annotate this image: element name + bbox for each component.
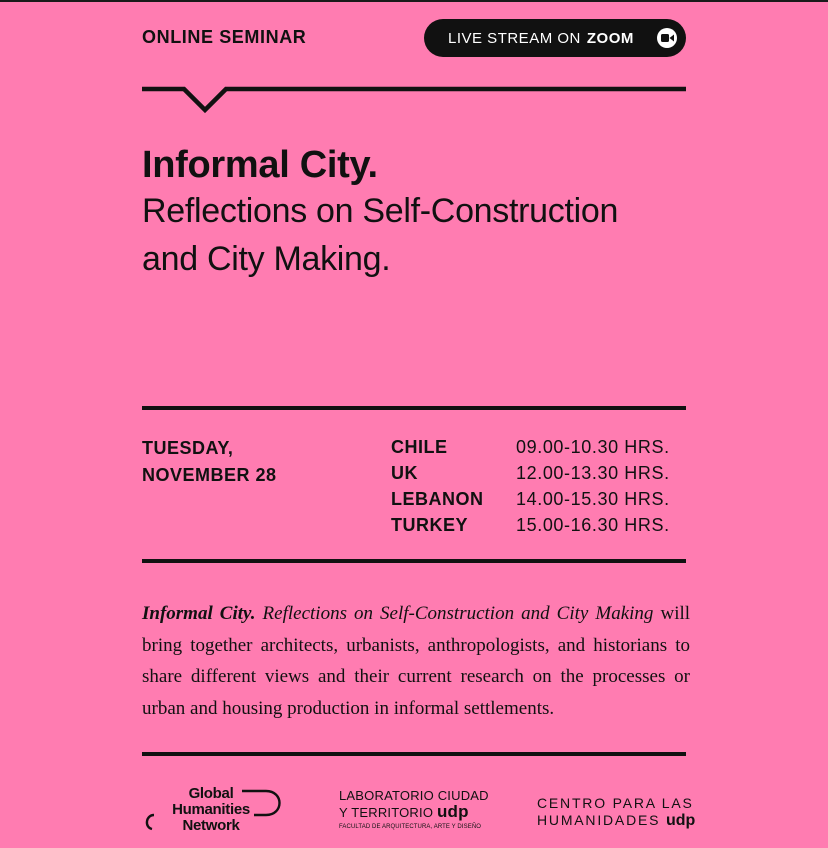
centro-humanidades-logo bbox=[537, 795, 695, 829]
event-date-value: NOVEMBER 28 bbox=[142, 465, 277, 485]
schedule-time: 12.00-13.30 HRS. bbox=[516, 463, 670, 483]
title-main: Informal City. bbox=[142, 144, 378, 186]
lab-udp: udp bbox=[436, 802, 469, 821]
description-body: will bring together architects, urbanists, anthropologists, and historians to share different views and their current research on the processes or urban and housing production in informal settlements. bbox=[142, 603, 691, 719]
description-title-bold: Informal City. bbox=[142, 603, 256, 624]
schedule-country: UK bbox=[391, 463, 418, 483]
top-border bbox=[0, 0, 828, 2]
seminar-title bbox=[142, 143, 742, 283]
schedule-time: 15.00-16.30 HRS. bbox=[516, 515, 670, 535]
divider-with-notch bbox=[142, 86, 686, 116]
lab-line-3: FACULTAD DE ARQUITECTURA, ARTE Y DISEÑO bbox=[339, 824, 482, 830]
event-description bbox=[142, 598, 690, 724]
schedule-country: LEBANON bbox=[391, 489, 484, 509]
event-day: TUESDAY, bbox=[142, 438, 234, 458]
ghn-line-2: Humanities bbox=[172, 801, 250, 818]
cph-line-2: HUMANIDADES bbox=[537, 812, 661, 828]
schedule-row bbox=[391, 512, 670, 538]
ghn-line-3: Network bbox=[182, 817, 240, 834]
divider bbox=[142, 752, 686, 756]
global-humanities-network-logo bbox=[142, 785, 287, 837]
video-camera-icon bbox=[657, 28, 677, 48]
description-title-rest: Reflections on Self-Construction and City Making bbox=[262, 603, 654, 624]
schedule-table bbox=[391, 434, 670, 538]
live-stream-badge[interactable] bbox=[424, 19, 686, 57]
schedule-country: CHILE bbox=[391, 437, 448, 457]
title-subtitle-line-2: and City Making. bbox=[142, 240, 391, 278]
schedule-time: 14.00-15.30 HRS. bbox=[516, 489, 670, 509]
lab-line-1: LABORATORIO CIUDAD bbox=[339, 788, 489, 803]
schedule-row bbox=[391, 486, 670, 512]
schedule-row bbox=[391, 434, 670, 460]
stream-prefix: LIVE STREAM ON bbox=[448, 29, 581, 47]
schedule-country: TURKEY bbox=[391, 515, 469, 535]
stream-platform: ZOOM bbox=[586, 29, 634, 47]
cph-line-1: CENTRO PARA LAS bbox=[537, 795, 694, 811]
laboratorio-ciudad-logo bbox=[339, 788, 489, 830]
event-date bbox=[142, 435, 277, 489]
title-subtitle-line-1: Reflections on Self-Construction bbox=[142, 192, 619, 230]
event-type-label: ONLINE SEMINAR bbox=[142, 27, 307, 47]
cph-udp: udp bbox=[665, 812, 696, 829]
schedule-row bbox=[391, 460, 670, 486]
divider bbox=[142, 559, 686, 563]
lab-line-2: Y TERRITORIO bbox=[339, 805, 434, 820]
schedule-time: 09.00-10.30 HRS. bbox=[516, 437, 670, 457]
ghn-line-1: Global bbox=[188, 785, 234, 802]
divider bbox=[142, 406, 686, 410]
